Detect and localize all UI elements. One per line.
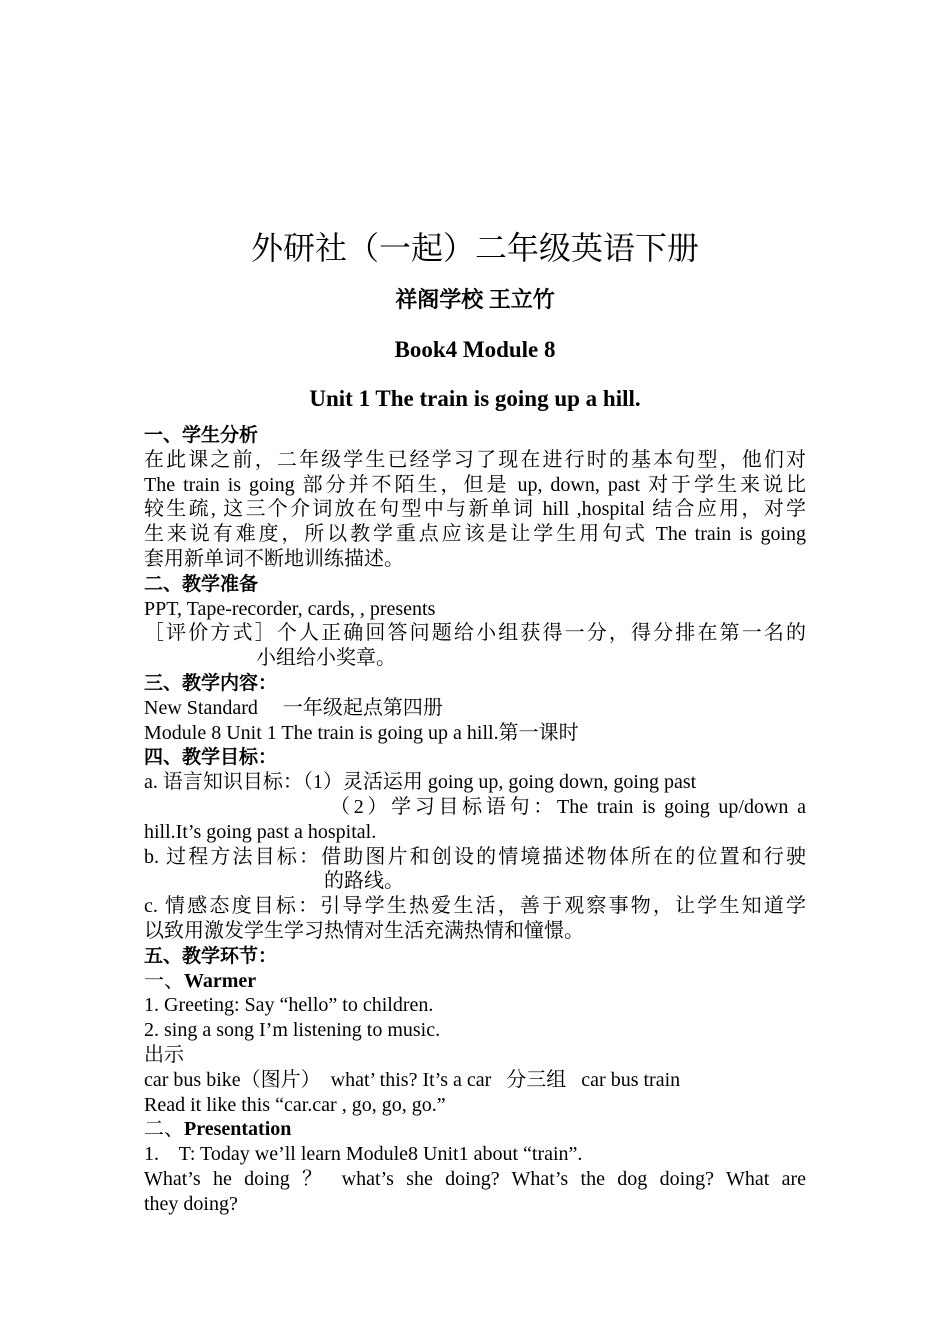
section-heading-student-analysis: 一、学生分析 (144, 424, 259, 446)
paragraph-line: they doing? (144, 1192, 238, 1215)
section-heading-content: 三、教学内容： (144, 671, 278, 694)
paragraph-line: 套用新单词不断地训练描述。 (144, 547, 404, 570)
paragraph-line: ［评价方式］个人正确回答问题给小组获得一分，得分排在第一名的 (144, 622, 806, 645)
paragraph-line: 较生疏, 这三个介词放在句型中与新单词 hill ,hospital 结合应用，对学 (144, 498, 806, 521)
paragraph-line: car bus bike（图片） what’ this? It’s a car 分三组 car bus train (144, 1068, 681, 1091)
paragraph-line: （2）学习目标语句：The train is going up/down a (330, 795, 806, 818)
section-heading-preparation: 二、教学准备 (144, 572, 259, 595)
subsection-label: Warmer (184, 969, 257, 992)
paragraph-line: 1. T: Today we’ll learn Module8 Unit1 about “train”. (144, 1143, 583, 1166)
paragraph-line: 出示 (144, 1043, 184, 1066)
paragraph-line: 小组给小奖章。 (256, 647, 396, 670)
paragraph-line: 在此课之前，二年级学生已经学习了现在进行时的基本句型，他们对 (144, 448, 806, 471)
document-title: 外研社（一起）二年级英语下册 (250, 230, 699, 266)
subsection-prefix: 二、 (144, 1118, 184, 1141)
paragraph-line: a. 语言知识目标：（1）灵活运用 going up, going down, going past (144, 771, 697, 794)
paragraph-line: Read it like this “car.car , go, go, go.” (144, 1093, 446, 1116)
paragraph-line: PPT, Tape-recorder, cards, , presents (144, 597, 436, 620)
subsection-heading-warmer (144, 969, 806, 994)
paragraph-line: What’s he doing ？ what’s she doing? What’s the dog doing? What are (144, 1167, 806, 1190)
paragraph-line: 1. Greeting: Say “hello” to children. (144, 994, 434, 1017)
paragraph-line: 2. sing a song I’m listening to music. (144, 1019, 441, 1042)
book-heading: Book4 Module 8 (394, 337, 556, 362)
document-body (144, 423, 806, 1217)
paragraph-line: 以致用激发学生学习热情对生活充满热情和憧憬。 (144, 919, 584, 942)
section-heading-procedure: 五、教学环节： (144, 944, 278, 967)
paragraph-line: Module 8 Unit 1 The train is going up a hill.第一课时 (144, 721, 579, 744)
paragraph-line: b. 过程方法目标：借助图片和创设的情境描述物体所在的位置和行驶 (144, 845, 806, 868)
paragraph-line: 的路线。 (324, 870, 404, 893)
subsection-heading-presentation (144, 1117, 806, 1142)
subsection-label: Presentation (184, 1118, 292, 1141)
author-line: 祥阁学校 王立竹 (395, 287, 555, 312)
section-heading-objectives: 四、教学目标： (144, 746, 278, 769)
paragraph-line: hill.It’s going past a hospital. (144, 820, 377, 843)
unit-heading: Unit 1 The train is going up a hill. (309, 386, 641, 411)
paragraph-line: c. 情感态度目标：引导学生热爱生活，善于观察事物，让学生知道学 (144, 895, 806, 918)
paragraph-line: The train is going 部分并不陌生，但是 up, down, past 对于学生来说比 (144, 473, 806, 496)
paragraph-line: 生来说有难度，所以教学重点应该是让学生用句式 The train is going (144, 523, 806, 546)
paragraph-line: New Standard 一年级起点第四册 (144, 696, 443, 719)
subsection-prefix: 一、 (144, 969, 184, 992)
